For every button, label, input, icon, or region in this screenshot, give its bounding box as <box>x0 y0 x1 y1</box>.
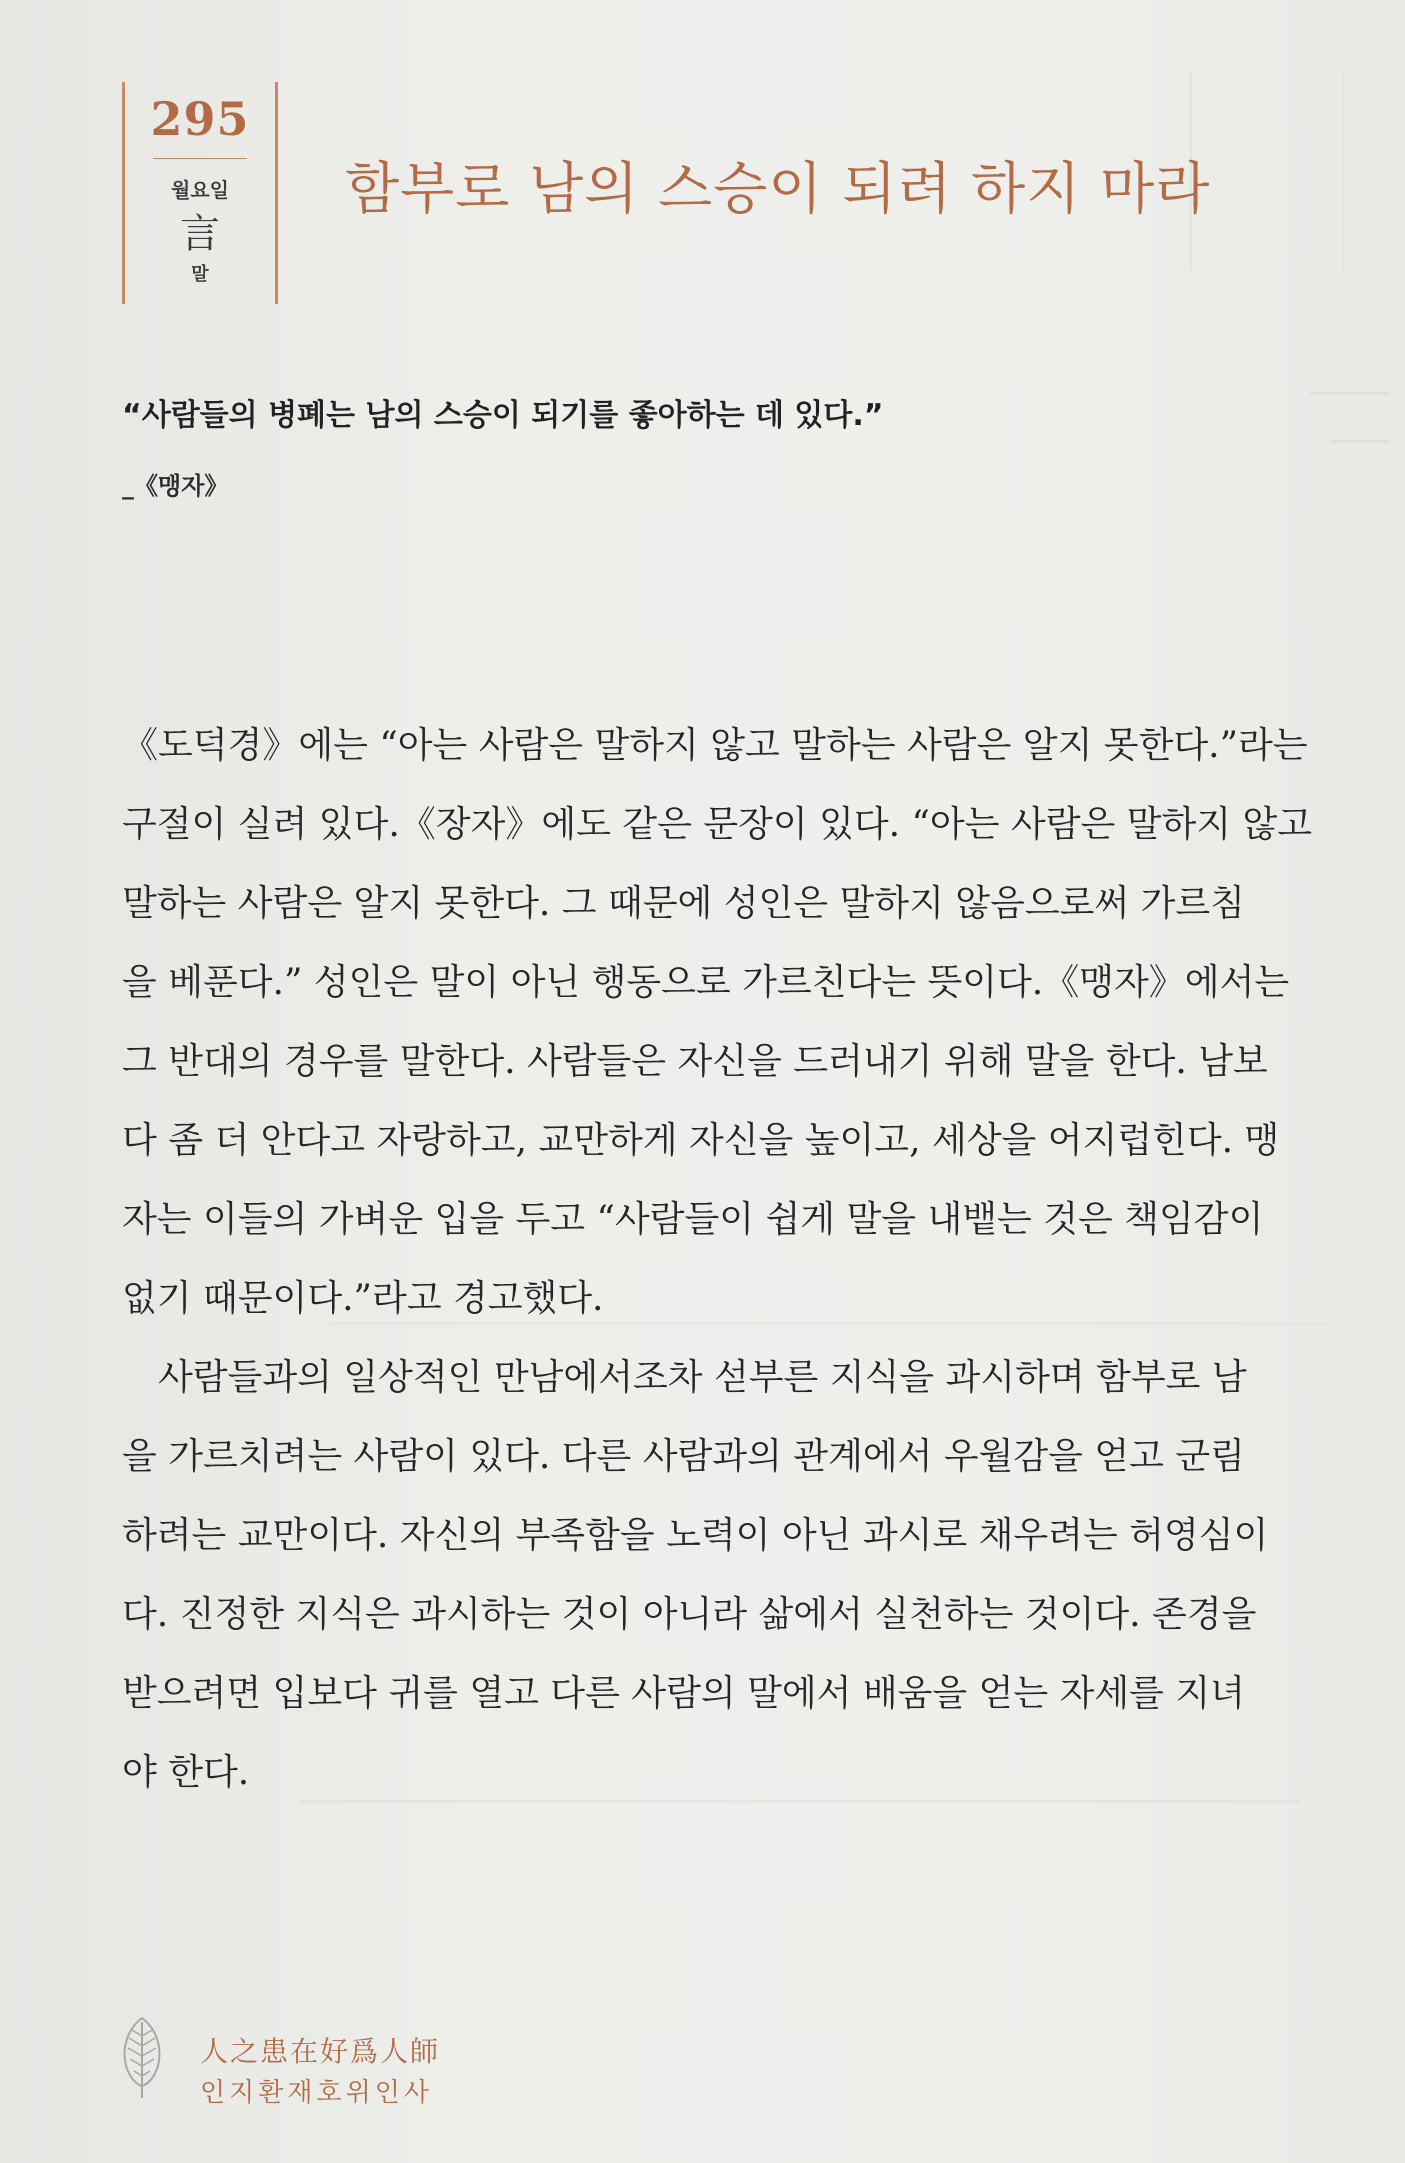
bleed-through-line <box>1310 392 1390 405</box>
day-number: 295 <box>150 92 250 146</box>
body-line: 구절이 실려 있다.《장자》에도 같은 문장이 있다. “아는 사람은 말하지 않고 <box>122 804 1313 845</box>
body-line: 《도덕경》에는 “아는 사람은 말하지 않고 말하는 사람은 알지 못한다.”라는 <box>122 725 1308 766</box>
body-line: 자는 이들의 가벼운 입을 두고 “사람들이 쉽게 말을 내뱉는 것은 책임감이 <box>122 1199 1264 1240</box>
theme-hanja-meaning: 말 <box>191 264 209 285</box>
day-divider <box>153 158 247 159</box>
body-line: 받으려면 입보다 귀를 열고 다른 사람의 말에서 배움을 얻는 자세를 지녀 <box>122 1673 1245 1714</box>
body-line: 하려는 교만이다. 자신의 부족함을 노력이 아닌 과시로 채우려는 허영심이 <box>122 1515 1269 1556</box>
body-line: 을 베푼다.” 성인은 말이 아닌 행동으로 가르친다는 뜻이다.《맹자》에서는 <box>122 962 1290 1003</box>
body-line: 그 반대의 경우를 말한다. 사람들은 자신을 드러내기 위해 말을 한다. 남보 <box>122 1041 1268 1082</box>
body-text <box>122 706 1332 1812</box>
footer-hanja-phrase: 人之患在好爲人師 <box>200 2035 441 2068</box>
body-line: 말하는 사람은 알지 못한다. 그 때문에 성인은 말하지 않음으로써 가르침 <box>122 883 1245 924</box>
body-line: 다 좀 더 안다고 자랑하고, 교만하게 자신을 높이고, 세상을 어지럽힌다. 맹 <box>122 1120 1280 1161</box>
weekday-label: 월요일 <box>171 178 229 202</box>
leaf-icon <box>118 2016 166 2100</box>
epigraph-quote: “사람들의 병폐는 남의 스승이 되기를 좋아하는 데 있다.” <box>122 398 884 433</box>
body-line: 을 가르치려는 사람이 있다. 다른 사람과의 관계에서 우월감을 얻고 군림 <box>122 1436 1245 1477</box>
body-line: 다. 진정한 지식은 과시하는 것이 아니라 삶에서 실천하는 것이다. 존경을 <box>122 1594 1257 1635</box>
epigraph-source: _《맹자》 <box>122 472 229 500</box>
theme-hanja: 言 <box>180 211 220 257</box>
bleed-through-line <box>1330 440 1390 453</box>
day-header-box <box>122 82 278 304</box>
footer-hanja-reading: 인지환재호위인사 <box>200 2078 433 2108</box>
body-line: 없기 때문이다.”라고 경고했다. <box>122 1278 604 1319</box>
body-line: 야 한다. <box>122 1752 250 1793</box>
body-line: 사람들과의 일상적인 만남에서조차 섣부른 지식을 과시하며 함부로 남 <box>158 1357 1247 1398</box>
page-title: 함부로 남의 스승이 되려 하지 마라 <box>345 157 1211 222</box>
